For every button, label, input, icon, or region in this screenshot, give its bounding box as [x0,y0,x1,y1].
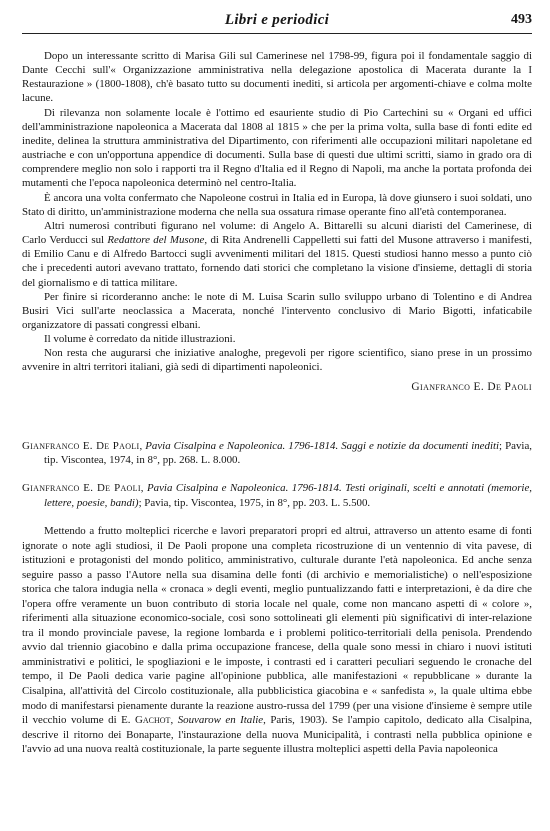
paragraph: È ancora una volta confermato che Napoleone costruì in Italia ed in Europa, là dove giunsero i suoi soldati, uno Stato di diritto, un'amministrazione moderna che nella sua ossatura rimase operante fino all'età contemporanea. [22,191,532,218]
paragraph: Non resta che augurarsi che iniziative analoghe, pregevoli per rigore scientifico, siano prese in un prossimo avvenire in altri territori italiani, già sedi di dipartimenti napoleonici. [22,347,532,374]
journal-page [22,0,532,831]
biblio-entry: Gianfranco E. De Paoli, Pavia Cisalpina e Napoleonica. 1796-1814. Testi originali, scelti e annotati (memorie, lettere, poesie, bandi); Pavia, tip. Viscontea, 1975, in 8°, pp. 203. L. 5.500. [22,482,533,509]
running-head [22,12,532,32]
paragraph: Il volume è corredato da nitide illustrazioni. [44,333,236,346]
paragraph: Per finire si ricorderanno anche: le note di M. Luisa Scarin sullo sviluppo urbano di Tolentino e di Andrea Busiri Vici sull'arte neoclassica a Macerata, nonché l'intervento conclusivo di Mario Bigotti, infaticabile organizzatore di passati congressi elbani. [22,290,532,331]
italic-text: Redattore del Musone [107,234,205,247]
paragraph: Dopo un interessante scritto di Marisa Gili sul Camerinese nel 1798-99, figura poi il fondamentale saggio di Dante Cecchi sull'« Organizzazione amministrativa nella delegazione apostolica di Macerata durante la I Restaurazione » (1800-1808), ch'è basato tutto su documenti inediti, si articola per argomenti-chiave e colma molte lacune. [22,50,532,105]
biblio-title: Pavia Cisalpina e Napoleonica. 1796-1814. Saggi e notizie da documenti inediti [145,440,500,452]
review-signature: Gianfranco E. De Paoli [411,380,532,393]
biblio-details: ; Pavia, tip. Viscontea, 1974, in 8°, pp. 268. L. 8.000. [44,440,533,467]
paragraph: Di rilevanza non solamente locale è l'ottimo ed esauriente studio di Pio Cartechini su « Organi ed uffici dell'amministrazione napoleonica a Macerata dal 1808 al 1815 » che per la prima volta, sulla base di fonti edite ed inedite, delinea la struttura amministrativa del Dipartimento, con riferimenti alle occupazioni militari napoletane ed austriache e con un'opportuna appendice di documenti. Sulla base di questi due ultimi scritti, siamo in grado ora di comprendere meglio non solo i rapporti tra il Regno d'Italia ed il Regno di Napoli, ma anche la portata profonda dei mutamenti che l'epoca napoleonica determinò nel centro-Italia. [22,106,532,190]
italic-text: Souvarow en Italie [177,714,264,727]
biblio-author: Gianfranco E. De Paoli [22,440,140,452]
review-paragraphs [22,524,532,757]
paragraph: Mettendo a frutto molteplici ricerche e lavori preparatori propri ed altrui, attraverso un attento esame di fonti ignorate o note agli studiosi, il De Paoli propone una completa ricostruzione di un ventennio di vita pavese, di istituzioni e protagonisti del mondo politico, amministrativo, culturale durante l'età napoleonica. Ed anche senza seguire passo a passo l'Autore nella sua disamina delle fonti (di archivio e memorialistiche) o nell'esposizione storica che talora indugia nella « cronaca » degli eventi, meglio puntualizzando fatti e interpretazioni, è da dire che l'opera offre veramente un buon contributo di storia locale nel quale, come non mancano aspetti di « colore », riferimenti alla situazione economico-sociale, così sono sottolineati gli elementi più significativi di inter-relazione tra il mondo provinciale pavese, la regione lombarda e i problemi politico-territoriali della penisola. Prendendo avvio dal triennio giacobino e dalla prima occupazione francese, della quale sono messi in chiaro i nuovi istituti amministrativi e politici, le spogliazioni e le imposte, i contrasti ed i caratteri peculiari seguendo le cronache del tempo, il De Paoli dedica varie pagine all'opinione pubblica, alle manifestazioni « repubblicane » durante la Cisalpina, all'attività del Circolo costituzionale, alla pubblicistica giacobina e « sanfedista », la quale ultima ebbe modo di manifestarsi pienamente durante la reazione austro-russa del 1799 (per una visione d'insieme è sempre utile il vecchio volume di E. Gachot, Souvarow en Italie, Paris, 1903). Se l'ampio capitolo, dedicato alla Cisalpina, descrive il ritorno dei Bonaparte, l'instaurazione della nuova Municipalità, i contrasti nella pubblica opinione e l'avvio ad una nuova realtà costituzionale, la parte seguente illustra molteplici aspetti della Pavia napoleonica [22,525,532,756]
paragraph: Altri numerosi contributi figurano nel volume: di Angelo A. Bittarelli su alcuni diaristi del Camerinese, di Carlo Verducci sul Redattore del Musone, di Rita Andrenelli Cappelletti sui fatti del Musone attraverso i manifesti, di Emilio Canu e di Alfredo Bartocci sugli avvenimenti militari del 1815. Questi studiosi hanno messo a punto ciò che i precedenti autori avevano trattato, fornendo dati storici che completano la visione d'insieme, dettagli di storia del giornalismo e di tattica militare. [22,219,532,289]
page-number: 493 [511,12,532,27]
small-caps-text: Gachot [135,714,171,727]
biblio-entry: Gianfranco E. De Paoli, Pavia Cisalpina e Napoleonica. 1796-1814. Saggi e notizie da documenti inediti; Pavia, tip. Viscontea, 1974, in 8°, pp. 268. L. 8.000. [22,440,533,467]
review-continued [22,49,532,394]
biblio-author: Gianfranco E. De Paoli [22,482,141,495]
review-text [22,524,532,757]
biblio-title: Pavia Cisalpina e Napoleonica. 1796-1814. Testi originali, scelti e annotati (memorie, lettere, poesie, bandi) [44,482,533,509]
biblio-details: ; Pavia, tip. Viscontea, 1975, in 8°, pp. 203. L. 5.500. [138,496,371,509]
header-rule [22,33,532,34]
review-paragraphs [22,49,532,375]
bibliography [22,439,532,524]
running-title: Libri e periodici [224,12,330,28]
